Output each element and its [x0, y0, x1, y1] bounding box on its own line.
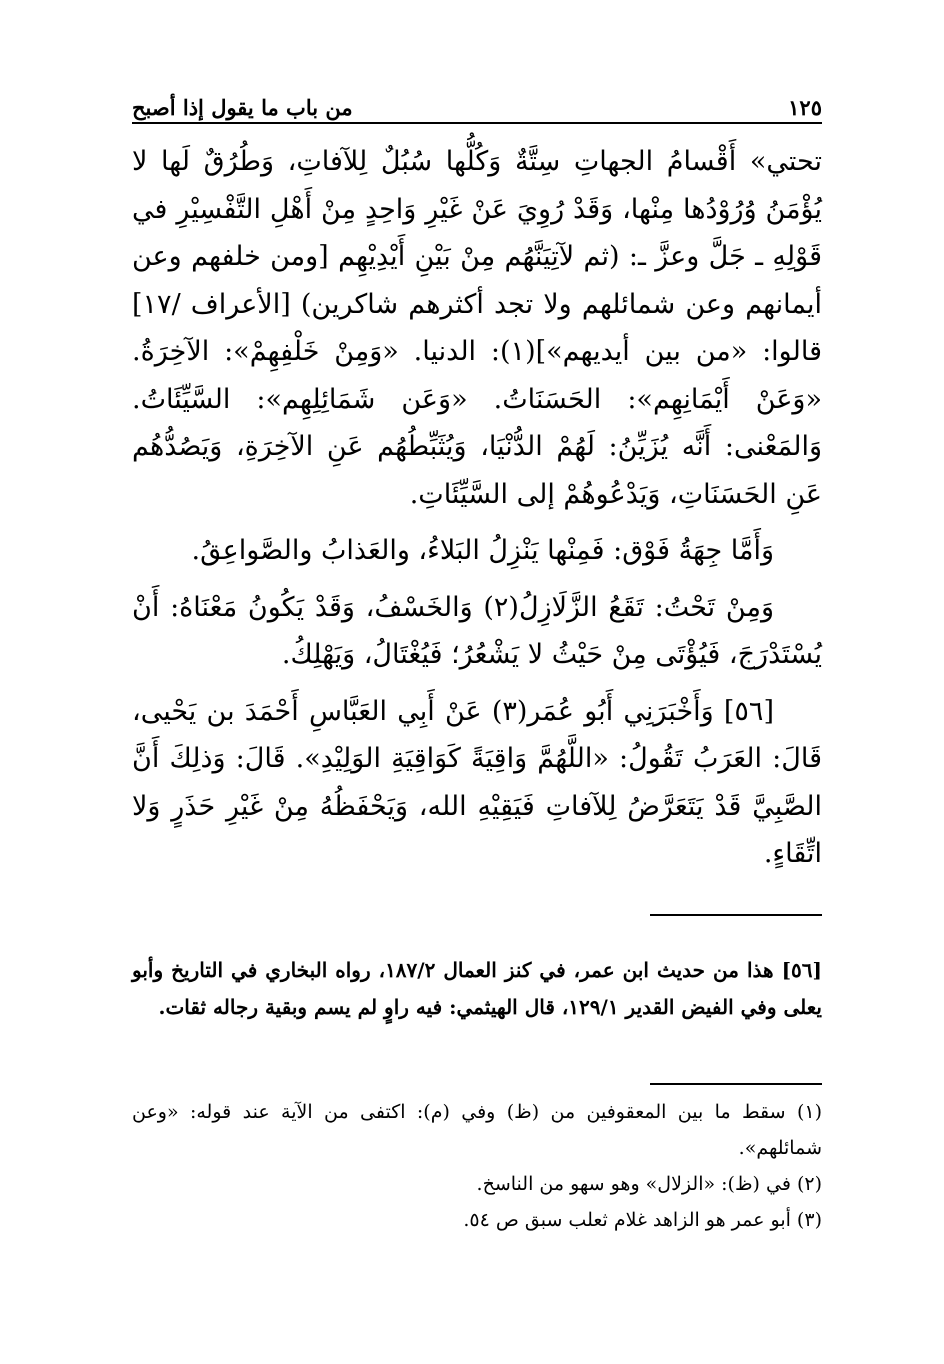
page-number: ١٢٥ — [788, 95, 822, 120]
paragraph: وَمِنْ تَحْتُ: تَقَعُ الزَّلَازِلُ(٢) وَالخَسْفُ، وَقَدْ يَكُونُ مَعْنَاهُ: أَنْ يُسْتَدْرَجَ، فَيُؤْتَى مِنْ حَيْثُ لا يَشْعُرُ؛ فَيُغْتَالُ، وَيَهْلِكُ. — [132, 591, 822, 670]
footnote-separator — [650, 914, 822, 916]
footnote: (٢) في (ظ): «الزلال» وهو سهو من الناسخ. — [476, 1173, 822, 1195]
footnote-separator — [650, 1083, 822, 1085]
chapter-title: من باب ما يقول إذا أصبح — [132, 95, 353, 120]
footnote: (١) سقط ما بين المعقوفين من (ظ) وفي (م): اكتفى من الآية عند قوله: «وعن شمائلهم». — [132, 1101, 822, 1159]
running-header — [132, 80, 822, 120]
paragraph: [٥٦] وَأَخْبَرَنِي أَبُو عُمَر(٣) عَنْ أَبِي العَبَّاسِ أَحْمَدَ بن يَحْيى، قَالَ: العَرَبُ تَقُولُ: «اللَّهُمَّ وَاقِيَةً كَوَاقِيَةِ الوَلِيْدِ». قَالَ: وَذلِكَ أَنَّ الصَّبِيَّ قَدْ يَتَعَرَّضُ لِلآفاتِ فَيَقِيْهِ الله، وَيَحْفَظُهُ مِنْ غَيْرِ حَذَرٍ وَلا اتِّقَاءٍ. — [132, 695, 822, 869]
footnotes — [132, 1094, 822, 1238]
main-text — [132, 138, 822, 878]
footnote: (٣) أبو عمر هو الزاهد غلام ثعلب سبق ص ٥٤. — [463, 1209, 822, 1231]
paragraph: تحتي» أَقْسامُ الجهاتِ سِتَّةٌ وَكُلُّها سُبُلٌ لِلآفاتِ، وَطُرُقٌ لَها لا يُؤْمَنُ وُرُوْدُها مِنْها، وَقَدْ رُوِيَ عَنْ غَيْرِ وَاحِدٍ مِنْ أَهْلِ التَّفْسِيْرِ في قَوْلِهِ ـ جَلَّ وعزَّ ـ: (ثم لآتِيَنَّهُم مِنْ بَيْنِ أَيْدِيْهِم [ومن خلفهم وعن أيمانهم وعن شمائلهم ولا تجد أكثرهم شاكرين) [الأعراف /١٧] قالوا: «من بين أيديهم»](١): الدنيا. «وَمِنْ خَلْفِهِمْ»: الآخِرَةُ. «وَعَنْ أَيْمَانِهِم»: الحَسَنَاتُ. «وَعَن شَمَائِلِهِم»: السَّيِّئَاتُ. وَالمَعْنى: أَنَّه يُزَيِّنُ: لَهُمْ الدُّنْيَا، وَيُثَبِّطُهُم عَنِ الآخِرَةِ، وَيَصُدُّهُم عَنِ الحَسَنَاتِ، وَيَدْعُوهُمْ إلى السَّيِّئَاتِ. — [132, 146, 822, 510]
paragraph: وَأَمَّا جِهَةُ فَوْق: فَمِنْها يَنْزِلُ البَلاءُ، والعَذابُ والصَّواعِقُ. — [191, 535, 774, 566]
hadith-source-note: [٥٦] هذا من حديث ابن عمر، في كنز العمال ١٨٧/٢، رواه البخاري في التاريخ وأبو يعلى وفي الفيض القدير ١٢٩/١، قال الهيثمي: فيه راوٍ لم يسم وبقية رجاله ثقات. — [132, 958, 822, 1019]
header-rule — [132, 122, 822, 124]
